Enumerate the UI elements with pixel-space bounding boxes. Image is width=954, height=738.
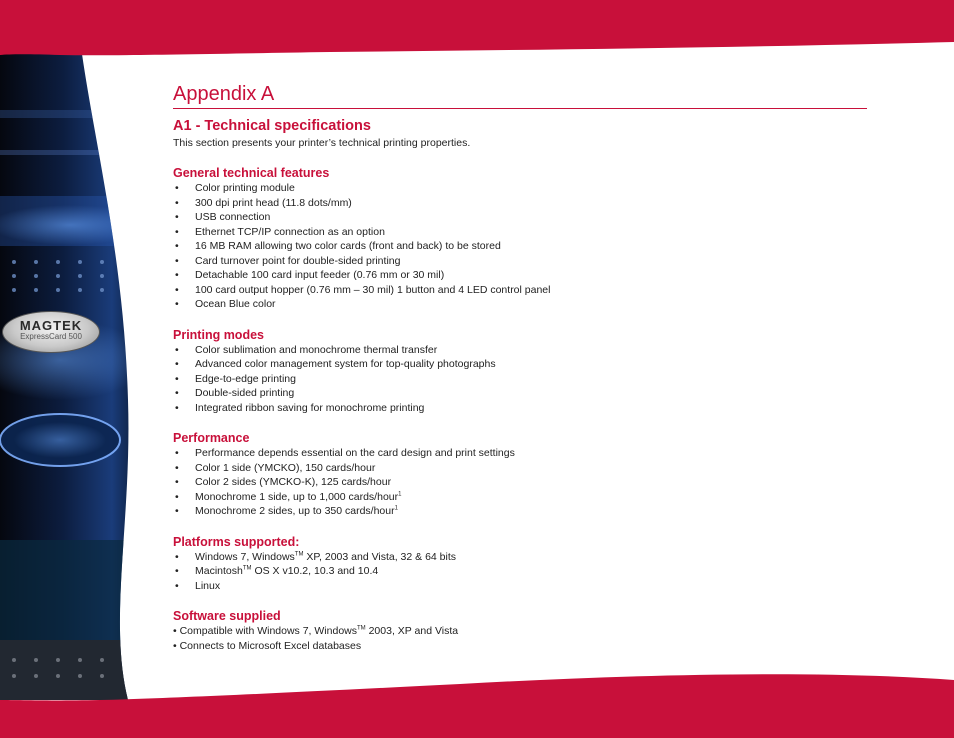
list-item: • Card turnover point for double-sided printing: [173, 254, 867, 269]
heading-printing-modes: Printing modes: [173, 327, 264, 342]
list-performance: [173, 446, 867, 519]
list-item-text: XP, 2003 and Vista, 32 & 64 bits: [303, 550, 457, 563]
list-item-text: Monochrome 2 sides, up to 350 cards/hour: [195, 505, 395, 517]
logo-text: MAGTEK: [19, 318, 83, 333]
list-item-text: Monochrome 1 side, up to 1,000 cards/hour: [195, 490, 399, 503]
list-item: • Color 2 sides (YMCKO-K), 125 cards/hour: [173, 475, 867, 490]
list-item-text: OS X v10.2, 10.3 and 10.4: [251, 565, 379, 577]
trademark-mark: TM: [242, 565, 252, 572]
heading-general-features: General technical features: [173, 166, 330, 180]
list-item: • Ethernet TCP/IP connection as an option: [173, 225, 867, 240]
top-banner: [0, 0, 954, 55]
list-item: • Detachable 100 card input feeder (0.76 mm or 30 mil): [173, 268, 867, 283]
list-item-text: Macintosh: [195, 565, 243, 577]
list-item: • 100 card output hopper (0.76 mm – 30 mil) 1 button and 4 LED control panel: [173, 283, 867, 298]
document-body: [173, 82, 867, 654]
list-item: • Advanced color management system for top-quality photographs: [173, 357, 867, 372]
list-printing-modes: [173, 343, 867, 416]
list-item: • 16 MB RAM allowing two color cards (front and back) to be stored: [173, 239, 867, 254]
list-item: • Integrated ribbon saving for monochrome printing: [173, 401, 867, 416]
list-item: • USB connection: [173, 210, 867, 225]
list-software: [173, 624, 867, 654]
list-item: • Color 1 side (YMCKO), 150 cards/hour: [173, 461, 867, 476]
list-item: • Color printing module: [173, 181, 867, 196]
list-general-features: [173, 181, 867, 312]
heading-performance: Performance: [173, 431, 250, 445]
list-item: • Edge-to-edge printing: [173, 372, 867, 387]
bottom-banner: [0, 674, 954, 738]
printer-photo: [0, 50, 150, 710]
section-title: A1 - Technical specifications: [173, 118, 371, 134]
magtek-logo: [2, 311, 100, 353]
footnote-mark: 1: [398, 491, 402, 497]
trademark-mark: TM: [294, 551, 304, 557]
list-item-text: Windows 7, Windows: [195, 550, 295, 563]
list-item: • Performance depends essential on the card design and print settings: [173, 446, 867, 461]
logo-subtext: ExpressCard 500: [20, 332, 82, 341]
list-item-text: • Compatible with Windows 7, Windows: [173, 625, 357, 637]
list-item: [173, 504, 867, 519]
list-item: • Connects to Microsoft Excel databases: [173, 640, 362, 652]
list-platforms: [173, 550, 867, 594]
intro-text: This section presents your printer’s technical printing properties.: [173, 137, 471, 149]
list-item: • Ocean Blue color: [173, 297, 867, 312]
page-title: Appendix A: [173, 82, 867, 109]
heading-platforms: Platforms supported:: [173, 534, 300, 549]
list-item: [173, 564, 867, 579]
heading-software: Software supplied: [173, 609, 281, 623]
list-item: • Color sublimation and monochrome thermal transfer: [173, 343, 867, 358]
list-item: [173, 550, 867, 565]
list-item: [173, 624, 867, 639]
trademark-mark: TM: [357, 625, 366, 632]
list-item: • 300 dpi print head (11.8 dots/mm): [173, 196, 867, 211]
list-item: • Double-sided printing: [173, 386, 867, 401]
list-item: [173, 490, 867, 505]
list-item: • Linux: [173, 579, 867, 594]
list-item-text: 2003, XP and Vista: [365, 625, 459, 637]
footnote-mark: 1: [394, 505, 398, 512]
